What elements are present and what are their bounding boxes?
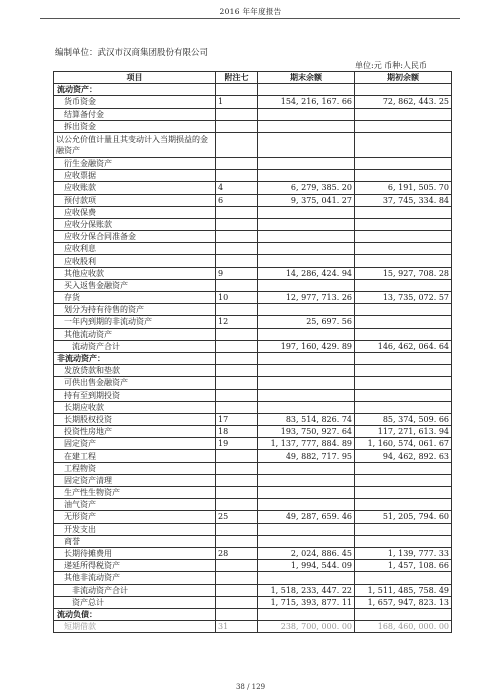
row-note <box>216 535 258 547</box>
row-note: 31 <box>216 621 258 633</box>
row-note <box>216 328 258 340</box>
row-end-balance <box>258 401 355 413</box>
row-note: 12 <box>216 316 258 328</box>
row-note <box>216 279 258 291</box>
row-end-balance: 193, 750, 927. 64 <box>258 426 355 438</box>
row-note <box>216 243 258 255</box>
currency-unit: 单位:元 币种:人民币 <box>355 61 427 70</box>
table-row <box>54 120 452 132</box>
row-begin-balance <box>355 487 452 499</box>
table-row <box>54 206 452 218</box>
row-item-label: 长期待摊费用 <box>54 547 216 559</box>
table-row <box>54 194 452 206</box>
row-item-label: 拆出资金 <box>54 120 216 132</box>
row-begin-balance <box>355 108 452 120</box>
row-end-balance <box>258 108 355 120</box>
row-note <box>216 304 258 316</box>
row-item-label: 在建工程 <box>54 450 216 462</box>
row-begin-balance <box>355 243 452 255</box>
row-end-balance <box>258 377 355 389</box>
row-item-label: 非流动资产： <box>54 352 216 364</box>
table-row <box>54 304 452 316</box>
table-row <box>54 560 452 572</box>
row-begin-balance <box>355 206 452 218</box>
table-body <box>54 84 452 633</box>
table-row <box>54 413 452 425</box>
table-row <box>54 352 452 364</box>
table-row <box>54 547 452 559</box>
row-note: 1 <box>216 96 258 108</box>
row-end-balance <box>258 499 355 511</box>
table-row <box>54 487 452 499</box>
row-note <box>216 474 258 486</box>
row-begin-balance: 146, 462, 064. 64 <box>355 340 452 352</box>
table-row <box>54 401 452 413</box>
row-note <box>216 340 258 352</box>
row-end-balance <box>258 328 355 340</box>
table-row <box>54 170 452 182</box>
row-end-balance <box>258 132 355 157</box>
header-divider <box>40 18 460 19</box>
table-row <box>54 316 452 328</box>
row-note <box>216 84 258 96</box>
table-row <box>54 438 452 450</box>
row-begin-balance: 51, 205, 794. 60 <box>355 511 452 523</box>
row-item-label: 可供出售金融资产 <box>54 377 216 389</box>
col-header-begin-balance: 期初余额 <box>355 72 452 84</box>
table-row <box>54 365 452 377</box>
table-row <box>54 499 452 511</box>
table-row <box>54 340 452 352</box>
row-end-balance: 9, 375, 041. 27 <box>258 194 355 206</box>
row-begin-balance <box>355 218 452 230</box>
row-note <box>216 120 258 132</box>
table-row <box>54 584 452 596</box>
row-end-balance <box>258 279 355 291</box>
row-item-label: 应收保费 <box>54 206 216 218</box>
row-end-balance <box>258 462 355 474</box>
row-item-label: 长期应收款 <box>54 401 216 413</box>
page-number: 38 / 129 <box>235 683 266 691</box>
row-end-balance <box>258 535 355 547</box>
row-end-balance <box>258 218 355 230</box>
row-begin-balance <box>355 535 452 547</box>
row-end-balance <box>258 474 355 486</box>
table-row <box>54 157 452 169</box>
row-begin-balance: 117, 271, 613. 94 <box>355 426 452 438</box>
row-begin-balance <box>355 279 452 291</box>
row-begin-balance <box>355 523 452 535</box>
row-note: 28 <box>216 547 258 559</box>
row-note <box>216 389 258 401</box>
row-end-balance <box>258 304 355 316</box>
table-row <box>54 328 452 340</box>
row-begin-balance: 1, 657, 947, 823. 13 <box>355 596 452 608</box>
row-begin-balance <box>355 132 452 157</box>
row-end-balance: 49, 287, 659. 46 <box>258 511 355 523</box>
row-end-balance <box>258 608 355 620</box>
row-begin-balance <box>355 84 452 96</box>
row-item-label: 油气资产 <box>54 499 216 511</box>
row-note <box>216 170 258 182</box>
row-item-label: 发放贷款和垫款 <box>54 365 216 377</box>
row-note: 6 <box>216 194 258 206</box>
row-item-label: 短期借款 <box>54 621 216 633</box>
row-note <box>216 572 258 584</box>
table-row <box>54 292 452 304</box>
row-item-label: 固定资产清理 <box>54 474 216 486</box>
row-item-label: 应收账款 <box>54 182 216 194</box>
table-row <box>54 377 452 389</box>
row-note <box>216 608 258 620</box>
row-begin-balance <box>355 608 452 620</box>
row-begin-balance: 6, 191, 505. 70 <box>355 182 452 194</box>
row-begin-balance: 72, 862, 443. 25 <box>355 96 452 108</box>
row-item-label: 流动负债： <box>54 608 216 620</box>
table-row <box>54 218 452 230</box>
row-end-balance <box>258 572 355 584</box>
row-item-label: 应收股利 <box>54 255 216 267</box>
row-item-label: 买入返售金融资产 <box>54 279 216 291</box>
row-item-label: 生产性生物资产 <box>54 487 216 499</box>
row-begin-balance <box>355 462 452 474</box>
row-note: 17 <box>216 413 258 425</box>
row-note <box>216 157 258 169</box>
col-header-item: 项目 <box>54 72 216 84</box>
row-end-balance <box>258 206 355 218</box>
row-end-balance <box>258 352 355 364</box>
row-note <box>216 365 258 377</box>
row-item-label: 衍生金融资产 <box>54 157 216 169</box>
row-item-label: 投资性房地产 <box>54 426 216 438</box>
row-item-label: 结算备付金 <box>54 108 216 120</box>
row-end-balance <box>258 157 355 169</box>
row-item-label: 其他非流动资产 <box>54 572 216 584</box>
row-end-balance: 1, 715, 393, 877. 11 <box>258 596 355 608</box>
table-row <box>54 450 452 462</box>
row-note <box>216 352 258 364</box>
row-note: 9 <box>216 267 258 279</box>
row-begin-balance: 94, 462, 892. 63 <box>355 450 452 462</box>
row-item-label: 资产总计 <box>54 596 216 608</box>
row-item-label: 一年内到期的非流动资产 <box>54 316 216 328</box>
row-note: 25 <box>216 511 258 523</box>
row-end-balance <box>258 389 355 401</box>
row-note: 19 <box>216 438 258 450</box>
row-end-balance: 83, 514, 826. 74 <box>258 413 355 425</box>
table-row <box>54 596 452 608</box>
table-row <box>54 523 452 535</box>
row-item-label: 应收分保账款 <box>54 218 216 230</box>
row-begin-balance <box>355 474 452 486</box>
row-note <box>216 499 258 511</box>
row-end-balance <box>258 84 355 96</box>
row-note <box>216 132 258 157</box>
table-row <box>54 255 452 267</box>
row-begin-balance <box>355 316 452 328</box>
row-begin-balance <box>355 365 452 377</box>
row-item-label: 工程物资 <box>54 462 216 474</box>
row-item-label: 存货 <box>54 292 216 304</box>
row-begin-balance <box>355 401 452 413</box>
company-name: 编制单位：武汉市汉商集团股份有限公司 <box>55 48 209 58</box>
table-row <box>54 279 452 291</box>
row-end-balance: 1, 518, 233, 447. 22 <box>258 584 355 596</box>
row-note <box>216 523 258 535</box>
row-note <box>216 231 258 243</box>
row-end-balance: 2, 024, 886. 45 <box>258 547 355 559</box>
table-row <box>54 243 452 255</box>
row-note <box>216 560 258 572</box>
table-row <box>54 84 452 96</box>
row-begin-balance <box>355 572 452 584</box>
row-item-label: 流动资产： <box>54 84 216 96</box>
row-end-balance: 238, 700, 000. 00 <box>258 621 355 633</box>
table-row <box>54 535 452 547</box>
row-begin-balance <box>355 377 452 389</box>
row-note <box>216 218 258 230</box>
table-row <box>54 511 452 523</box>
row-begin-balance: 168, 460, 000. 00 <box>355 621 452 633</box>
row-begin-balance <box>355 499 452 511</box>
row-begin-balance: 1, 139, 777. 33 <box>355 547 452 559</box>
row-begin-balance <box>355 255 452 267</box>
row-item-label: 开发支出 <box>54 523 216 535</box>
row-item-label: 其他应收款 <box>54 267 216 279</box>
row-note <box>216 487 258 499</box>
row-note <box>216 401 258 413</box>
row-begin-balance <box>355 120 452 132</box>
row-begin-balance <box>355 170 452 182</box>
table-row <box>54 621 452 633</box>
table-row <box>54 267 452 279</box>
row-item-label: 应收分保合同准备金 <box>54 231 216 243</box>
row-end-balance <box>258 243 355 255</box>
row-item-label: 流动资产合计 <box>54 340 216 352</box>
row-item-label: 其他流动资产 <box>54 328 216 340</box>
row-end-balance: 197, 160, 429. 89 <box>258 340 355 352</box>
row-begin-balance <box>355 231 452 243</box>
row-note: 18 <box>216 426 258 438</box>
row-begin-balance: 1, 457, 108. 66 <box>355 560 452 572</box>
row-end-balance: 14, 286, 424. 94 <box>258 267 355 279</box>
row-note <box>216 255 258 267</box>
col-header-end-balance: 期末余额 <box>258 72 355 84</box>
row-end-balance <box>258 487 355 499</box>
row-item-label: 非流动资产合计 <box>54 584 216 596</box>
row-begin-balance: 1, 160, 574, 061. 67 <box>355 438 452 450</box>
table-row <box>54 108 452 120</box>
row-begin-balance: 15, 927, 708. 28 <box>355 267 452 279</box>
row-end-balance: 6, 279, 385. 20 <box>258 182 355 194</box>
row-begin-balance: 13, 735, 072. 57 <box>355 292 452 304</box>
balance-sheet-table <box>53 71 452 633</box>
row-end-balance <box>258 231 355 243</box>
row-note <box>216 462 258 474</box>
row-end-balance: 25, 697. 56 <box>258 316 355 328</box>
table-row <box>54 182 452 194</box>
row-begin-balance: 1, 511, 485, 758. 49 <box>355 584 452 596</box>
row-begin-balance <box>355 389 452 401</box>
table-header-row <box>54 72 452 84</box>
row-end-balance <box>258 255 355 267</box>
row-item-label: 预付款项 <box>54 194 216 206</box>
table-row <box>54 231 452 243</box>
row-item-label: 应收票据 <box>54 170 216 182</box>
row-item-label: 持有至到期投资 <box>54 389 216 401</box>
row-begin-balance: 37, 745, 334. 84 <box>355 194 452 206</box>
row-item-label: 固定资产 <box>54 438 216 450</box>
row-end-balance: 49, 882, 717. 95 <box>258 450 355 462</box>
table-row <box>54 462 452 474</box>
row-note: 4 <box>216 182 258 194</box>
row-begin-balance <box>355 157 452 169</box>
row-end-balance: 12, 977, 713. 26 <box>258 292 355 304</box>
row-end-balance: 1, 137, 777, 884. 89 <box>258 438 355 450</box>
row-begin-balance <box>355 304 452 316</box>
table-row <box>54 608 452 620</box>
table-row <box>54 572 452 584</box>
row-note <box>216 584 258 596</box>
table-row <box>54 389 452 401</box>
row-note <box>216 596 258 608</box>
row-begin-balance: 85, 374, 509. 66 <box>355 413 452 425</box>
row-note: 10 <box>216 292 258 304</box>
row-end-balance <box>258 120 355 132</box>
table-row <box>54 96 452 108</box>
row-item-label: 应收利息 <box>54 243 216 255</box>
row-begin-balance <box>355 352 452 364</box>
table-row <box>54 474 452 486</box>
row-note <box>216 206 258 218</box>
row-item-label: 以公允价值计量且其变动计入当期损益的金融资产 <box>54 132 216 157</box>
row-item-label: 长期股权投资 <box>54 413 216 425</box>
row-begin-balance <box>355 328 452 340</box>
row-end-balance <box>258 365 355 377</box>
row-end-balance <box>258 523 355 535</box>
row-item-label: 递延所得税资产 <box>54 560 216 572</box>
row-item-label: 划分为持有待售的资产 <box>54 304 216 316</box>
row-note <box>216 377 258 389</box>
row-item-label: 无形资产 <box>54 511 216 523</box>
row-item-label: 商誉 <box>54 535 216 547</box>
table-row <box>54 426 452 438</box>
row-end-balance: 1, 994, 544. 09 <box>258 560 355 572</box>
row-note <box>216 108 258 120</box>
row-end-balance <box>258 170 355 182</box>
row-end-balance: 154, 216, 167. 66 <box>258 96 355 108</box>
col-header-note: 附注七 <box>216 72 258 84</box>
report-header: 2016 年年度报告 <box>219 7 282 16</box>
row-item-label: 货币资金 <box>54 96 216 108</box>
row-note <box>216 450 258 462</box>
table-row <box>54 132 452 157</box>
